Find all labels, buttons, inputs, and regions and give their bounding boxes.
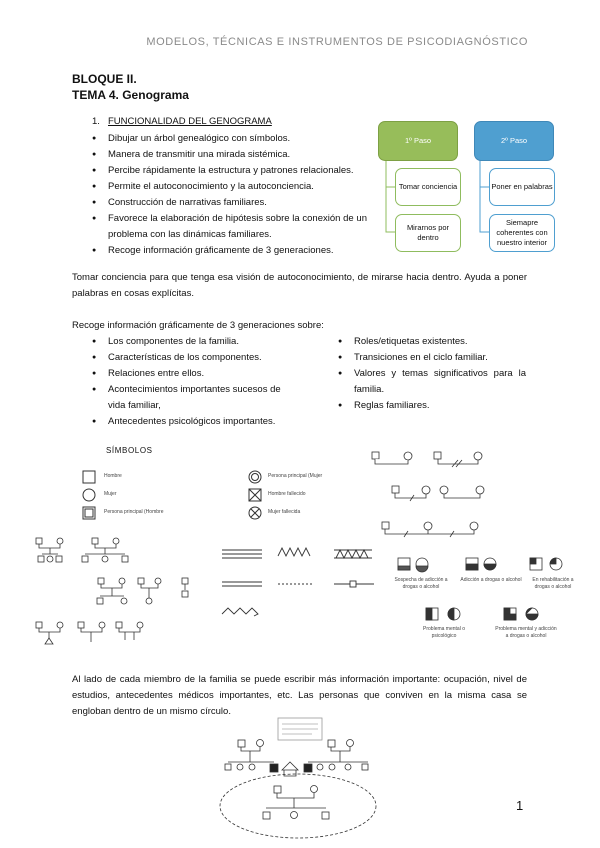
- flowchart-step1: 1º Paso: [378, 121, 458, 161]
- list-item: ● Roles/etiquetas existentes.: [338, 334, 526, 350]
- symbol-label: Persona principal (Hombre: [104, 509, 164, 515]
- female-symbol-icon: [82, 488, 96, 502]
- paragraph-awareness: Tomar conciencia para que tenga esa visión de autoconocimiento, de mirarse hacia dentro. Ayuda a poner palabras en cosas explícitas.: [72, 272, 527, 299]
- symbol-label: Persona principal (Mujer: [268, 473, 323, 479]
- flowchart-step1-item: Tomar conciencia: [395, 168, 461, 206]
- section-heading: [92, 116, 272, 127]
- page-header: MODELOS, TÉCNICAS E INSTRUMENTOS DE PSICODIAGNÓSTICO: [146, 36, 528, 48]
- section-number: 1.: [92, 116, 100, 127]
- symbol-label: Hombre: [104, 473, 122, 479]
- symbol-hombre-fallecido: [248, 488, 306, 507]
- flowchart-step1-item: Mirarnos por dentro: [395, 214, 461, 252]
- list-item: ● Favorece la elaboración de hipótesis sobre la conexión de un problema con las dinámicas familiares.: [92, 211, 367, 243]
- paragraph-generations-intro: Recoge información gráficamente de 3 generaciones sobre:: [72, 320, 324, 331]
- page-number: 1: [516, 798, 524, 813]
- symbol-label: Hombre fallecido: [268, 491, 306, 497]
- symbol-mujer: [82, 488, 117, 507]
- substance-label: Adicción a drogas o alcohol: [460, 577, 522, 583]
- generations-list-left: [92, 334, 292, 430]
- substance-use-symbols: [390, 556, 570, 656]
- flowchart-step2: 2º Paso: [474, 121, 554, 161]
- list-item: ● Percibe rápidamente la estructura y patrones relacionales.: [92, 163, 367, 179]
- list-item: ● Reglas familiares.: [338, 398, 526, 414]
- section-title: FUNCIONALIDAD DEL GENOGRAMA: [108, 116, 272, 127]
- relationship-line-types: [218, 544, 378, 626]
- symbol-label: Mujer fallecida: [268, 509, 301, 515]
- list-item: ● Los componentes de la familia.: [92, 334, 292, 350]
- flowchart-step2-item: Siemapre coherentes con nuestro interior: [489, 214, 555, 252]
- paragraph-additional-info: Al lado de cada miembro de la familia se puede escribir más información importante: ocupación, nivel de estudios, antecedentes médicos importantes, etc. Las personas que conviven en la misma casa se engloban dentro de un mismo círculo.: [72, 674, 527, 717]
- topic-title: TEMA 4. Genograma: [72, 88, 189, 102]
- symbol-principal-mujer: [248, 470, 323, 489]
- substance-label: Sospecha de adicción a drogas o alcohol: [394, 577, 448, 590]
- generations-list-right: [338, 334, 526, 414]
- substance-label: En rehabilitación a drogas o alcohol: [532, 577, 574, 590]
- symbol-hombre: [82, 470, 122, 489]
- genogram-example: [208, 716, 388, 846]
- couple-relationship-diagrams: [368, 448, 518, 550]
- list-item: ● Manera de transmitir una mirada sistémica.: [92, 147, 367, 163]
- list-item: ● Relaciones entre ellos.: [92, 366, 292, 382]
- principal-female-icon: [248, 470, 262, 484]
- list-item: ● Valores y temas significativos para la familia.: [338, 366, 526, 398]
- list-item: ● Recoge información gráficamente de 3 generaciones.: [92, 243, 367, 259]
- functions-list: [92, 131, 367, 259]
- flowchart-step2-item: Poner en palabras: [489, 168, 555, 206]
- substance-label: Problema mental y adicción a drogas o alcohol: [495, 626, 557, 639]
- principal-male-icon: [82, 506, 96, 520]
- family-tree-examples: [30, 534, 206, 654]
- list-item: ● Transiciones en el ciclo familiar.: [338, 350, 526, 366]
- list-item: ● Construcción de narrativas familiares.: [92, 195, 367, 211]
- list-item: ● Dibujar un árbol genealógico con símbolos.: [92, 131, 367, 147]
- deceased-female-icon: [248, 506, 262, 520]
- substance-label: Problema mental o psicológico: [423, 626, 465, 639]
- deceased-male-icon: [248, 488, 262, 502]
- symbols-title: SÍMBOLOS: [106, 446, 153, 455]
- list-item: ● Permite el autoconocimiento y la autoconciencia.: [92, 179, 367, 195]
- list-item: ● Características de los componentes.: [92, 350, 292, 366]
- symbol-principal-hombre: [82, 506, 164, 525]
- block-title: BLOQUE II.: [72, 72, 137, 86]
- symbol-label: Mujer: [104, 491, 117, 497]
- list-item: ● Antecedentes psicológicos importantes.: [92, 414, 292, 430]
- symbol-mujer-fallecida: [248, 506, 301, 525]
- list-item: ● Acontecimientos importantes sucesos de vida familiar,: [92, 382, 292, 414]
- male-symbol-icon: [82, 470, 96, 484]
